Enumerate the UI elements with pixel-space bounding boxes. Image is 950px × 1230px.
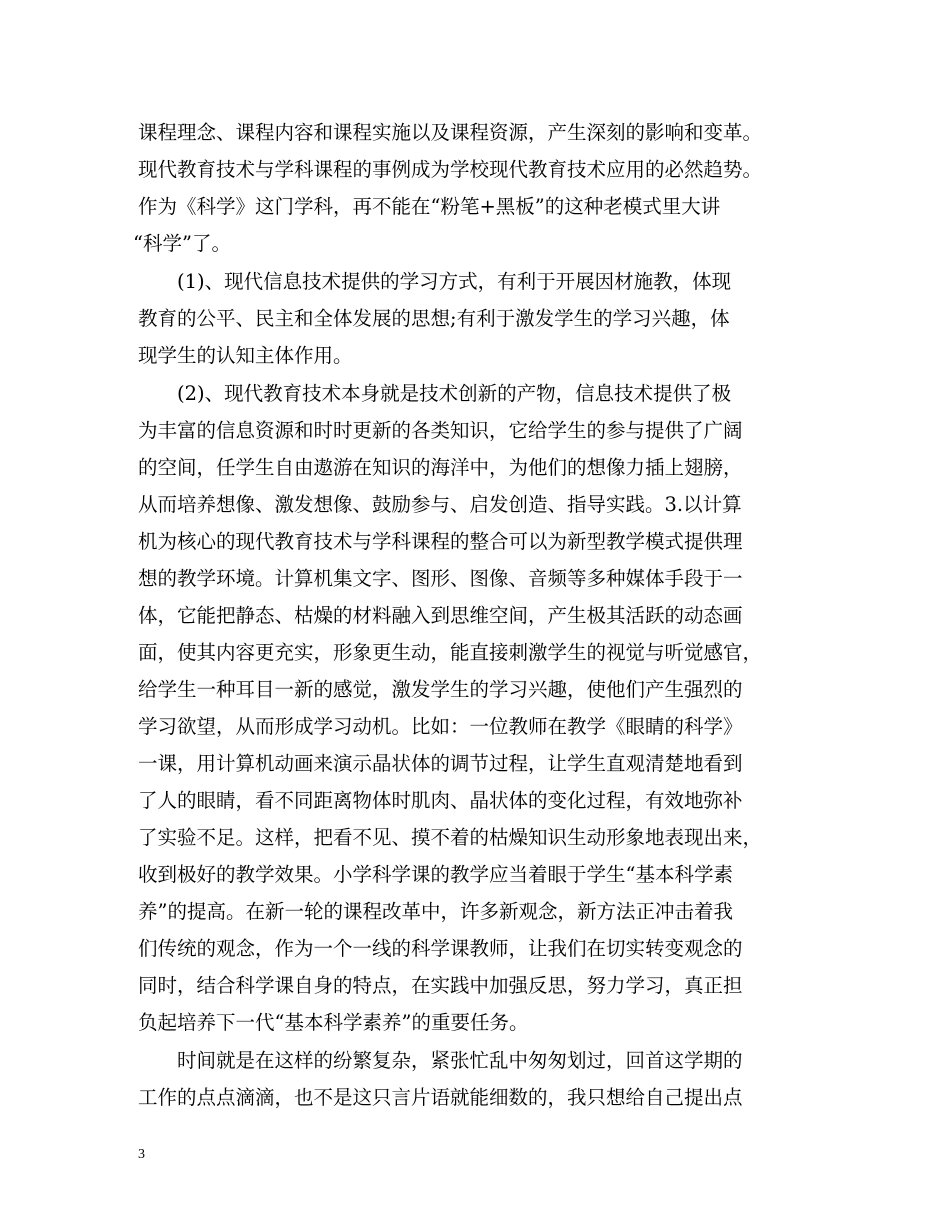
text-line: 了人的眼睛，看不同距离物体时肌肉、晶状体的变化过程，有效地弥补 bbox=[138, 789, 743, 812]
text-line: 同时，结合科学课自身的特点，在实践中加强反思，努力学习，真正担 bbox=[138, 974, 743, 997]
text-line: 负起培养下一代“基本科学素养”的重要任务。 bbox=[138, 1011, 529, 1034]
text-line: 现代教育技术与学科课程的事例成为学校现代教育技术应用的必然趋势。 bbox=[138, 158, 763, 181]
text-line: 面，使其内容更充实，形象更生动，能直接刺激学生的视觉与听觉感官， bbox=[138, 641, 763, 664]
paragraph-start-line: 时间就是在这样的纷繁复杂，紧张忙乱中匆匆划过，回首这学期的 bbox=[177, 1049, 743, 1072]
text-line: 了实验不足。这样，把看不见、摸不着的枯燥知识生动形象地表现出来， bbox=[138, 826, 763, 849]
text-line: 体，它能把静态、枯燥的材料融入到思维空间，产生极其活跃的动态画 bbox=[138, 604, 743, 627]
text-line: 从而培养想像、激发想像、鼓励参与、启发创造、指导实践。3.以计算 bbox=[138, 493, 742, 516]
text-line: 想的教学环境。计算机集文字、图形、图像、音频等多种媒体手段于一 bbox=[138, 567, 743, 590]
text-line: 教育的公平、民主和全体发展的思想;有利于激发学生的学习兴趣，体 bbox=[138, 307, 730, 330]
text-line: 工作的点点滴滴，也不是这只言片语就能细数的，我只想给自己提出点 bbox=[138, 1086, 743, 1109]
text-line: 为丰富的信息资源和时时更新的各类知识，它给学生的参与提供了广阔 bbox=[138, 419, 743, 442]
text-line: 课程理念、课程内容和课程实施以及课程资源，产生深刻的影响和变革。 bbox=[138, 121, 763, 144]
paragraph-start-line: (1)、现代信息技术提供的学习方式，有利于开展因材施教，体现 bbox=[177, 270, 732, 293]
text-line: 作为《科学》这门学科，再不能在“粉笔+黑板”的这种老模式里大讲 bbox=[138, 195, 721, 218]
text-line: 收到极好的教学效果。小学科学课的教学应当着眼于学生“基本科学素 bbox=[138, 863, 733, 886]
text-line: “科学”了。 bbox=[133, 232, 231, 255]
text-line: 现学生的认知主体作用。 bbox=[138, 344, 353, 367]
text-line: 养”的提高。在新一轮的课程改革中，许多新观念，新方法正冲击着我 bbox=[138, 900, 733, 923]
text-line: 给学生一种耳目一新的感觉，激发学生的学习兴趣，使他们产生强烈的 bbox=[138, 678, 743, 701]
page-number: 3 bbox=[138, 1147, 145, 1162]
text-line: 机为核心的现代教育技术与学科课程的整合可以为新型教学模式提供理 bbox=[138, 530, 743, 553]
paragraph-start-line: (2)、现代教育技术本身就是技术创新的产物，信息技术提供了极 bbox=[177, 382, 732, 405]
text-line: 们传统的观念，作为一个一线的科学课教师，让我们在切实转变观念的 bbox=[138, 937, 743, 960]
text-line: 的空间，任学生自由遨游在知识的海洋中，为他们的想像力插上翅膀， bbox=[138, 456, 743, 479]
text-line: 学习欲望，从而形成学习动机。比如：一位教师在教学《眼睛的科学》 bbox=[138, 715, 743, 738]
text-line: 一课，用计算机动画来演示晶状体的调节过程，让学生直观清楚地看到 bbox=[138, 752, 743, 775]
